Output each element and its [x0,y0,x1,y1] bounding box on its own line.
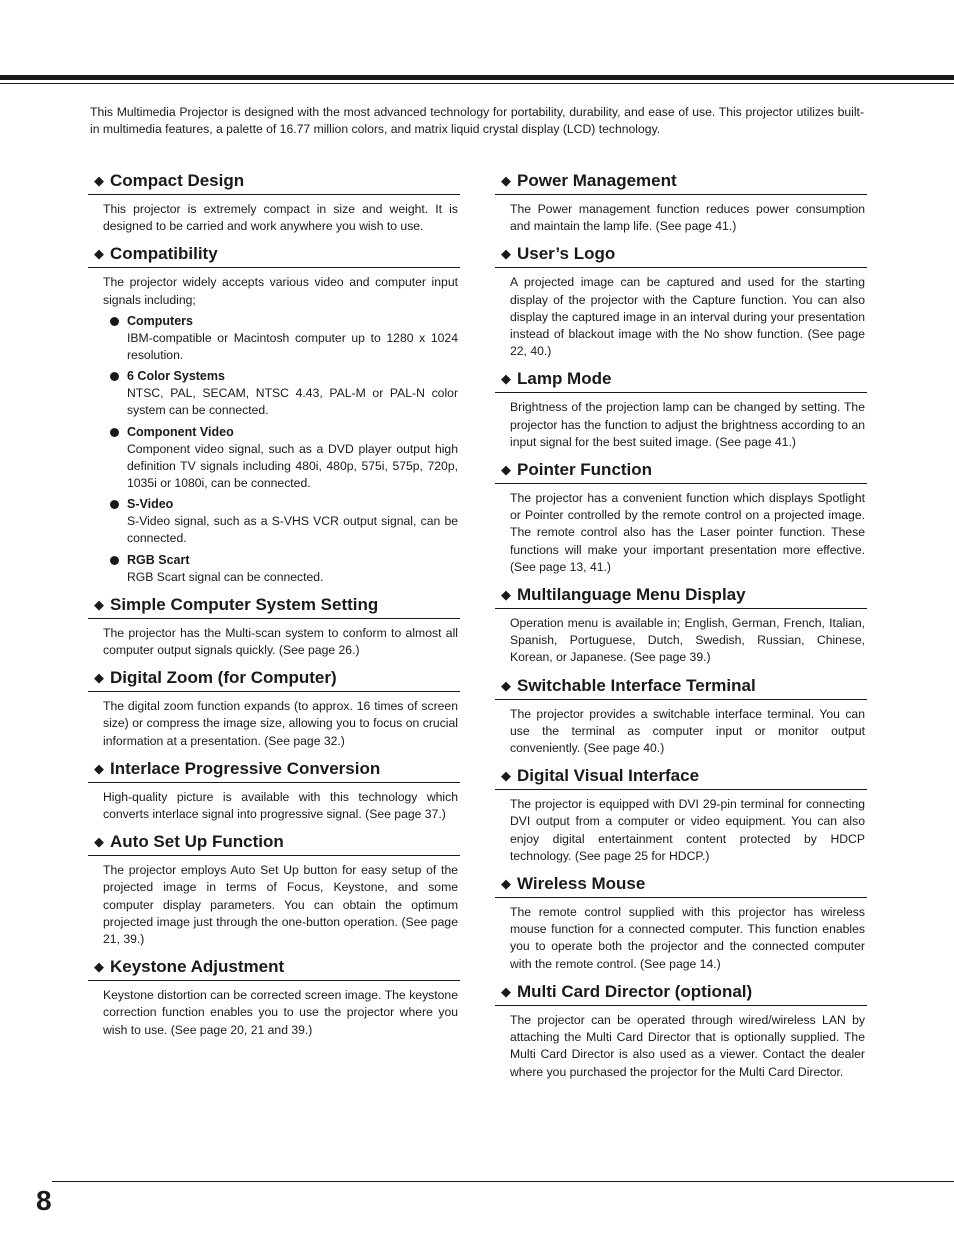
list-item-desc: S-Video signal, such as a S-VHS VCR output signal, can be connected. [127,514,458,546]
section-heading [88,829,460,856]
diamond-icon: ◆ [501,768,511,784]
section-heading [88,665,460,692]
section-heading [88,756,460,783]
top-rule-thin [0,83,954,84]
top-rule [0,75,954,80]
section-body: The projector is equipped with DVI 29-pin terminal for connecting DVI output from a computer or video equipment. You can also enjoy digital entertainment content protected by HDCP technology. (See page 25 for HDCP.) [510,797,865,863]
list-item-title: Component Video [127,424,234,439]
diamond-icon: ◆ [501,677,511,693]
section-title: Compatibility [110,244,218,264]
section-body: The remote control supplied with this projector has wireless mouse function for a connected computer. This function enables you to operate both the projector and the connected computer with the remote control. (See page 14.) [510,905,865,971]
bullet-icon [110,317,119,326]
diamond-icon: ◆ [94,959,104,975]
section-multilanguage-menu [495,582,867,667]
list-item [110,313,458,364]
section-title: Lamp Mode [517,369,612,389]
section-body: The projector has a convenient function which displays Spotlight or Pointer controlled by the remote control on a projected image. The remote control also has the Laser pointer function. These functions will make your important presentation more effective. (See page 13, 41.) [510,491,865,574]
bullet-icon [110,372,119,381]
section-pointer-function [495,457,867,576]
section-title: Compact Design [110,171,245,190]
page-number: 8 [36,1185,52,1216]
section-body: The Power management function reduces power consumption and maintain the lamp life. (See page 41.) [510,202,865,234]
left-column [88,168,460,1045]
list-item [110,368,458,419]
intro-paragraph: This Multimedia Projector is designed with the most advanced technology for portability, durability, and ease of use. This projector utilizes built-in multimedia features, a palette of 16.77 million colors, and matrix liquid crystal display (LCD) technology. [90,105,864,136]
bullet-icon [110,428,119,437]
section-keystone [88,954,460,1039]
section-heading [495,582,867,609]
diamond-icon: ◆ [501,587,511,603]
section-title: Multilanguage Menu Display [517,585,746,605]
bullet-icon [110,500,119,509]
section-auto-setup [88,829,460,948]
diamond-icon: ◆ [501,876,511,892]
section-heading [495,673,867,700]
list-item-title: Computers [127,313,193,328]
section-title: Simple Computer System Setting [110,594,379,614]
section-title: Pointer Function [517,460,653,480]
section-body: The projector employs Auto Set Up button for easy setup of the projected image in terms of Focus, Keystone, and some computer display parameters. You can obtain the optimum projected image just through the one-button operation. (See page 21, 39.) [103,863,458,947]
section-interlace-conversion [88,756,460,823]
section-digital-zoom [88,665,460,750]
section-digital-visual-interface [495,763,867,865]
right-column [495,168,867,1087]
section-body: Brightness of the projection lamp can be changed by setting. The projector has the function to adjust the brightness according to an input signal for the best suited image. (See page 41.) [510,400,865,449]
section-heading [495,168,867,195]
section-heading [495,366,867,393]
list-item-desc: RGB Scart signal can be connected. [127,569,324,584]
diamond-icon: ◆ [94,670,104,686]
section-multi-card-director [495,979,867,1081]
bottom-rule [52,1181,954,1182]
section-compatibility [88,241,460,585]
section-title: Auto Set Up Function [110,832,284,852]
list-item-desc: IBM-compatible or Macintosh computer up to 1280 x 1024 resolution. [127,330,458,363]
section-body: A projected image can be captured and used for the starting display of the projector with the Capture function. You can also display the captured image in an interval during your presentation instead of blackout image with the No show function. (See page 22, 40.) [510,275,865,359]
section-body: This projector is extremely compact in size and weight. It is designed to be carried and work anywhere you wish to use. [103,202,458,234]
section-heading [88,592,460,619]
section-body: The digital zoom function expands (to approx. 16 times of screen size) or compress the image size, allowing you to focus on crucial information at a presentation. (See page 32.) [103,699,458,748]
section-body: Keystone distortion can be corrected screen image. The keystone correction function enables you to use the projector where you wish to use. (See page 20, 21 and 39.) [103,988,458,1037]
section-body: The projector has the Multi-scan system to conform to almost all computer output signals quickly. (See page 26.) [103,625,458,658]
section-body: The projector provides a switchable interface terminal. You can use the terminal as computer input or monitor output conveniently. (See page 40.) [510,706,865,756]
section-body: The projector widely accepts various video and computer input signals including; [103,275,458,307]
section-power-management [495,168,867,235]
section-switchable-terminal [495,673,867,758]
section-title: Interlace Progressive Conversion [110,758,381,778]
section-title: Switchable Interface Terminal [517,675,756,695]
section-title: Multi Card Director (optional) [517,981,753,1001]
list-item [110,552,458,586]
diamond-icon: ◆ [94,596,104,612]
section-body: Operation menu is available in; English, German, French, Italian, Spanish, Portuguese, Dutch, Swedish, Russian, Chinese, Korean, or Japanese. (See page 39.) [510,616,865,665]
signal-list [88,313,460,586]
diamond-icon: ◆ [501,371,511,387]
list-item-desc: NTSC, PAL, SECAM, NTSC 4.43, PAL-M or PAL-N color system can be connected. [127,386,458,418]
section-compact-design [88,168,460,235]
section-title: Digital Visual Interface [517,766,700,786]
list-item [110,424,458,493]
section-body: The projector can be operated through wired/wireless LAN by attaching the Multi Card Director that is optionally supplied. The Multi Card Director is also used as a viewer. Contact the dealer where you purchased the projector for the Multi Card Director. [510,1012,865,1079]
section-heading [88,954,460,981]
section-title: User’s Logo [517,244,616,264]
section-lamp-mode [495,366,867,451]
diamond-icon: ◆ [501,983,511,999]
list-item-title: S-Video [127,497,174,512]
diamond-icon: ◆ [501,462,511,478]
list-item-desc: Component video signal, such as a DVD player output high definition TV signals including 480i, 480p, 575i, 575p, 720p, 1035i or 1080i, can be connected. [127,441,458,491]
section-wireless-mouse [495,871,867,973]
section-heading [88,168,460,195]
section-simple-computer-setting [88,592,460,659]
section-heading [495,763,867,790]
diamond-icon: ◆ [94,834,104,850]
diamond-icon: ◆ [94,173,104,188]
section-title: Power Management [517,171,677,190]
section-body: High-quality picture is available with this technology which converts interlace signal into progressive signal. (See page 37.) [103,789,458,822]
section-title: Keystone Adjustment [110,957,285,977]
section-title: Wireless Mouse [517,874,646,894]
section-heading [495,979,867,1006]
section-heading [495,457,867,484]
section-title: Digital Zoom (for Computer) [110,668,337,688]
section-users-logo [495,241,867,360]
bullet-icon [110,556,119,565]
list-item-title: RGB Scart [127,552,190,567]
list-item [110,496,458,547]
list-item-title: 6 Color Systems [127,369,225,384]
section-heading [495,241,867,268]
section-heading [88,241,460,268]
diamond-icon: ◆ [94,246,104,262]
diamond-icon: ◆ [94,760,104,776]
section-heading [495,871,867,898]
diamond-icon: ◆ [501,173,511,188]
diamond-icon: ◆ [501,246,511,262]
